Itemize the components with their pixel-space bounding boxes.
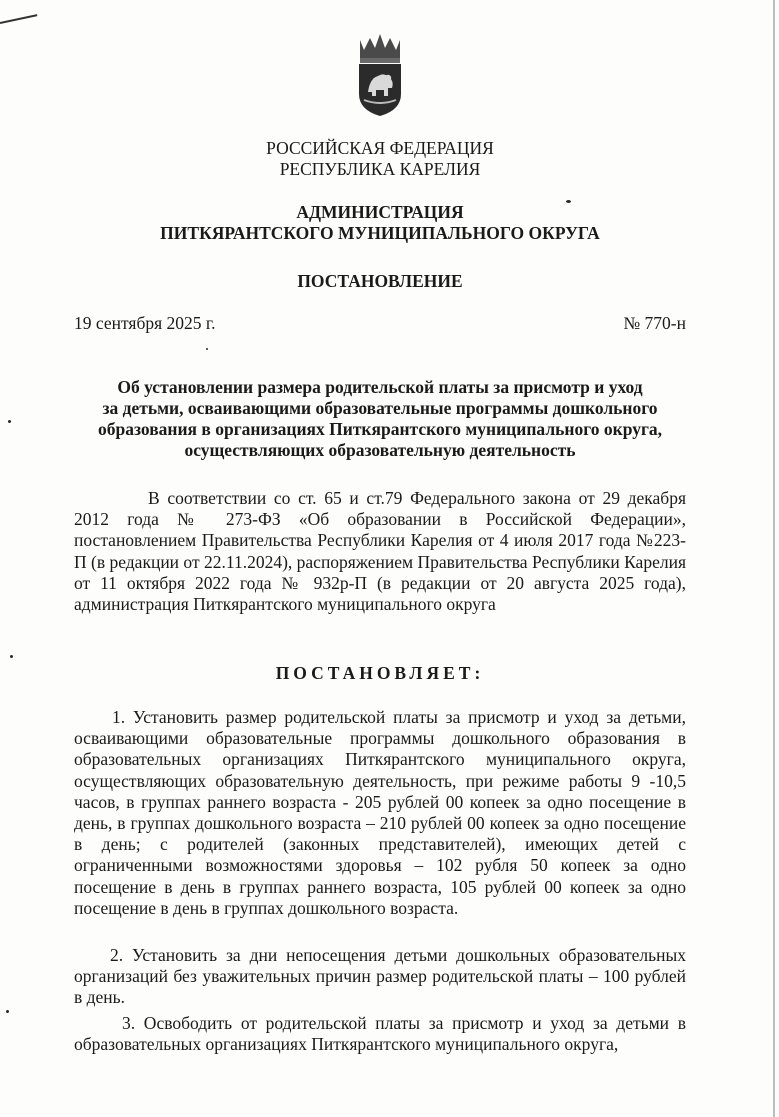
item-3-paragraph: 3. Освободить от родительской платы за присмотр и уход за детьми в образовательных организациях Питкярантского муниципального округа,: [74, 1013, 686, 1055]
subject-line-1: Об установлении размера родительской платы за присмотр и уход: [117, 377, 643, 397]
federation-line-1: РОССИЙСКАЯ ФЕДЕРАЦИЯ: [266, 138, 494, 158]
scan-speck: [206, 348, 208, 350]
scan-speck: [10, 655, 13, 658]
document-subject: [74, 377, 686, 461]
scan-speck: [566, 200, 571, 203]
coat-of-arms-icon: [354, 34, 406, 118]
intro-paragraph: В соответствии со ст. 65 и ст.79 Федерального закона от 29 декабря 2012 года № 273-ФЗ «Об образовании в Российской Федерации», постановлением Правительства Республики Карелия от 4 июля 2017 года №223-П (в редакции от 22.11.2024), распоряжением Правительства Республики Карелия от 11 октября 2022 года № 932р-П (в редакции от 20 августа 2025 года), администрация Питкярантского муниципального округа: [74, 488, 686, 615]
document-number: № 770-н: [623, 313, 686, 333]
subject-line-3: образования в организациях Питкярантского муниципального округа,: [97, 419, 663, 439]
admin-line-2: ПИТКЯРАНТСКОГО МУНИЦИПАЛЬНОГО ОКРУГА: [160, 223, 600, 243]
item-2-paragraph: 2. Установить за дни непосещения детьми дошкольных образовательных организаций без уважительных причин размер родительской платы – 100 рублей в день.: [74, 945, 686, 1008]
item-1-paragraph: 1. Установить размер родительской платы за присмотр и уход за детьми, осваивающими образовательные программы дошкольного образования в образовательных организациях Питкярантского муниципального округа, осуществляющих образовательную деятельность, при режиме работы 9 -10,5 часов, в группах раннего возраста - 205 рублей 00 копеек за одно посещение в день, в группах дошкольного возраста – 210 рублей 00 копеек за одно посещение в день; с родителей (законных представителей), имеющих детей с ограниченными возможностями здоровья – 102 рубля 50 копеек за одно посещение в день в группах раннего возраста, 105 рублей 00 копеек за одно посещение в день в группах дошкольного возраста.: [74, 707, 686, 918]
admin-line-1: АДМИНИСТРАЦИЯ: [296, 202, 464, 222]
federation-heading: [70, 138, 690, 180]
administration-heading: [70, 202, 690, 244]
date-number-line: [74, 313, 686, 334]
document-type: ПОСТАНОВЛЕНИЕ: [297, 271, 463, 291]
decree-heading: ПОСТАНОВЛЯЕТ:: [275, 663, 485, 683]
scan-speck: [8, 420, 11, 423]
pen-mark: [0, 14, 37, 24]
document-date: 19 сентября 2025 г.: [74, 313, 216, 333]
scan-speck: [6, 1010, 9, 1013]
subject-line-2: за детьми, осваивающими образовательные программы дошкольного: [102, 398, 658, 418]
page-edge: [773, 0, 775, 1117]
subject-line-4: осуществляющих образовательную деятельность: [184, 440, 576, 460]
federation-line-2: РЕСПУБЛИКА КАРЕЛИЯ: [279, 159, 481, 179]
